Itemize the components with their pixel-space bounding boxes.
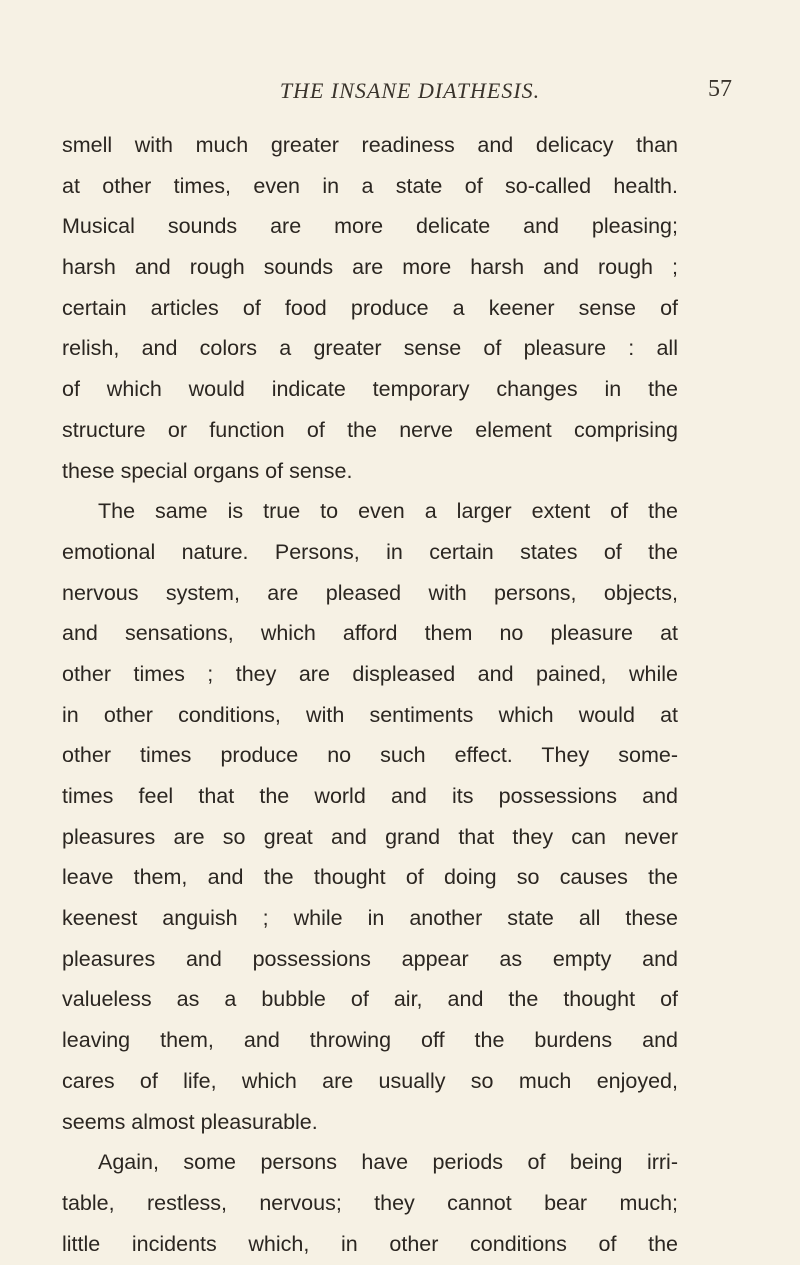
- text-line: other times ; they are displeased and pained, while: [62, 661, 678, 686]
- text-line: at other times, even in a state of so-called health.: [62, 173, 678, 198]
- body-text: [62, 125, 678, 1264]
- text-line: nervous system, are pleased with persons, objects,: [62, 580, 678, 605]
- text-line: valueless as a bubble of air, and the thought of: [62, 987, 678, 1012]
- text-line: relish, and colors a greater sense of pleasure : all: [62, 336, 678, 361]
- text-line: table, restless, nervous; they cannot bear much;: [62, 1190, 678, 1215]
- text-line: The same is true to even a larger extent of the: [98, 499, 678, 524]
- text-line: structure or function of the nerve element comprising: [62, 417, 678, 442]
- text-line: cares of life, which are usually so much enjoyed,: [62, 1068, 678, 1093]
- text-line: emotional nature. Persons, in certain states of the: [62, 539, 678, 564]
- text-line: harsh and rough sounds are more harsh and rough ;: [62, 255, 678, 280]
- text-line: other times produce no such effect. They some-: [62, 743, 678, 768]
- text-line: times feel that the world and its possessions and: [62, 784, 678, 808]
- text-line: leave them, and the thought of doing so causes the: [62, 865, 678, 890]
- text-line: in other conditions, with sentiments which would at: [62, 702, 678, 727]
- text-line: Musical sounds are more delicate and pleasing;: [62, 214, 678, 239]
- text-line: of which would indicate temporary changes in the: [62, 377, 678, 402]
- page-number: 57: [708, 76, 732, 102]
- text-line: little incidents which, in other conditions of the: [62, 1231, 678, 1256]
- text-line: these special organs of sense.: [62, 458, 353, 483]
- text-line: smell with much greater readiness and delicacy than: [62, 133, 678, 157]
- text-line: leaving them, and throwing off the burdens and: [62, 1028, 678, 1053]
- running-title: THE INSANE DIATHESIS.: [279, 78, 541, 103]
- text-line: seems almost pleasurable.: [62, 1109, 318, 1134]
- text-line: and sensations, which afford them no pleasure at: [62, 621, 678, 646]
- text-line: pleasures are so great and grand that they can never: [62, 824, 678, 849]
- text-line: pleasures and possessions appear as empty and: [62, 946, 678, 971]
- text-line: Again, some persons have periods of being irri-: [98, 1150, 678, 1175]
- text-line: certain articles of food produce a keener sense of: [62, 295, 678, 320]
- text-line: keenest anguish ; while in another state all these: [62, 906, 678, 931]
- running-head: [60, 78, 760, 112]
